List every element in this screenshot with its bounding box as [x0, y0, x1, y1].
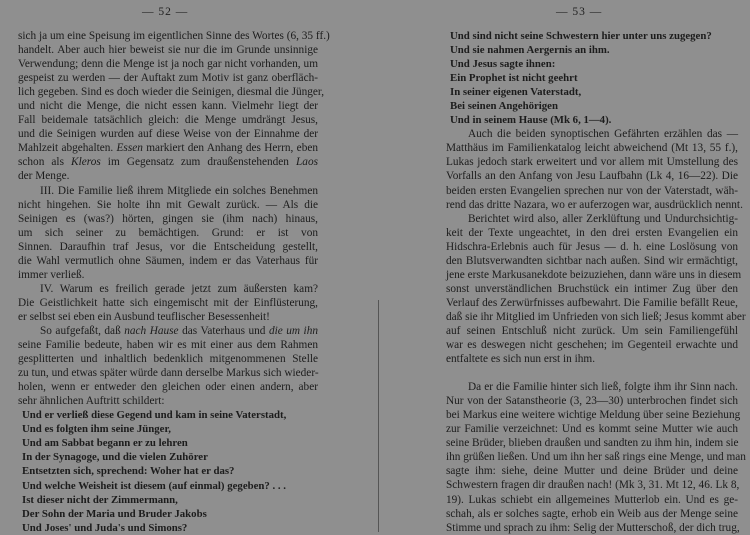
text-line: Verwendung; denn die Menge ist ja noch gar nicht vorhanden, um: [18, 58, 318, 71]
text-line: beiden ersten Evangelien sprechen nur von der Vaterstadt, wäh-: [446, 184, 738, 197]
text-line: entfaltete es sich nun erst in ihm.: [446, 353, 596, 366]
verse-line: Ein Prophet ist nicht geehrt: [450, 72, 578, 85]
text-line: rend das dritte Nazara, wo er auferzogen war, ausdrücklich nennt.: [446, 198, 743, 211]
text-line: So aufgefaßt, daß nach Hause das Vaterhaus und die um ihn: [40, 324, 318, 337]
text-line: Fall beidemale tatsächlich gleich: die Menge umdrängt Jesus,: [18, 114, 318, 127]
text-line: Matthäus im Familienkatalog leicht abweichend (Mt 13, 55 f.),: [446, 142, 738, 155]
verse-line: In der Synagoge, und die vielen Zuhörer: [22, 451, 208, 464]
text-line: ihn grüßen ließen. Und um ihn her saß rings eine Menge, und man: [446, 451, 746, 464]
text-line: seine Familie bedeute, haben wir es mit einer aus dem Rahmen: [18, 339, 318, 352]
verse-line: Und sie nahmen Aergernis an ihm.: [450, 44, 610, 57]
text-line: keit der Texte ungeachtet, in den drei ersten Evangelien ein: [446, 226, 738, 239]
text-line: Stimme und sprach zu ihm: Selig der Mutterschoß, der dich trug,: [446, 521, 740, 534]
verse-line: Und Joses' und Juda's und Simons?: [22, 521, 188, 534]
text-line: war es deswegen nicht geschehen; im Gegenteil erwachte und: [446, 339, 738, 352]
text-line: Sinnen. Daraufhin traf Jesus, vor die Entscheidung gestellt,: [18, 240, 318, 253]
text-line: bei Markus eine weitere wichtige Meldung über seine Beziehung: [446, 409, 741, 422]
verse-line: Und sind nicht seine Schwestern hier unter uns zugegen?: [450, 30, 712, 42]
page-number: — 52 —: [142, 6, 189, 18]
verse-line: Der Sohn der Maria und Bruder Jakobs: [22, 507, 207, 520]
paragraph-gap: [446, 366, 738, 380]
text-line: und die Seinigen wurden auf diese Weise von der Einnahme der: [18, 128, 318, 141]
text-line: Hidschra-Erlebnis auch für Jesus — d. h. eine Loslösung von: [446, 240, 738, 253]
section-heading-iv: IV. Warum es freilich gerade jetzt zum äußersten kam?: [40, 282, 318, 295]
text-line: Nur von der Satanstheorie (3, 23—30) unterbrochen findet sich: [446, 395, 738, 408]
text-line: er selbst sei eben ein Ausbund teuflischer Besessenheit!: [18, 310, 270, 323]
page-number: — 53 —: [556, 6, 603, 18]
text-line: schah, als er solches sagte, erhob ein Weib aus der Menge seine: [446, 507, 738, 520]
text-line: holen, wenn er entweder den gleichen oder einen andern, aber: [18, 381, 318, 394]
text-line: sehr ähnlichen Auftritt schildert:: [18, 395, 165, 408]
text-line: sagte ihm: siehe, deine Mutter und deine Brüder und deine: [446, 465, 738, 478]
text-line: Die Geistlichkeit hatte sich eingemischt mit der Einflüsterung,: [18, 296, 318, 309]
text-line: jene erste Markusanekdote beizuziehen, dann wäre uns in diesem: [446, 268, 742, 281]
verse-line: Und es folgten ihm seine Jünger,: [22, 423, 171, 436]
text-line: zur Familie verzeichnet: Und es kommt seine Mutter wie auch: [446, 423, 738, 436]
text-line: nicht hingehen. Sie holte ihn mit Gewalt zurück. — Als die: [18, 198, 318, 211]
verse-line: In seiner eigenen Vaterstadt,: [450, 86, 582, 99]
text-line: daß sie ihr Mitglied im Unfrieden von sich ließ; Jesus kommt aber: [446, 310, 746, 323]
text-line: sonst unverständlichen Bruchstück ein intimer Zug über den: [446, 282, 738, 295]
text-line: Berichtet wird also, aller Zerklüftung und Undurchsichtig-: [468, 212, 738, 225]
verse-line: Entsetzten sich, sprechend: Woher hat er das?: [22, 465, 235, 478]
verse-line: Und er verließ diese Gegend und kam in seine Vaterstadt,: [22, 409, 287, 422]
text-line: Vorfalls an den Anfang von Jesu Laufbahn (Lk 4, 16—22). Die: [446, 170, 738, 183]
text-line: gespeist zu werden — der Auftakt zum Motiv ist ganz oberfläch-: [18, 72, 318, 85]
section-heading-iii: III. Die Familie ließ ihrem Mitgliede ein solches Benehmen: [40, 184, 318, 197]
text-line: Schwestern fragen dir draußen nach! (Mk 3, 31. Mt 12, 46. Lk 8,: [446, 479, 740, 492]
verse-line: Und in seinem Hause (Mk 6, 1—4).: [450, 114, 612, 127]
text-line: Da er die Familie hinter sich ließ, folgte ihm ihr Sinn nach.: [468, 381, 738, 394]
text-line: 19). Lukas schiebt ein allgemeines Mutterlob ein. Und es ge-: [446, 493, 738, 506]
verse-line: Und Jesus sagte ihnen:: [450, 58, 556, 71]
text-line: Mahlzeit abgehalten. Essen markiert den Anhang des Herrn, eben: [18, 142, 319, 155]
text-line: Verlauf des Zerwürfnisses aufbewahrt. Die Familie befällt Reue,: [446, 296, 738, 309]
text-line: gesplitterten und inhaltlich bedenklich mitgenommenen Stelle: [18, 353, 318, 366]
verse-line: Bei seinen Angehörigen: [450, 100, 558, 113]
text-line: sich ja um eine Speisung im eigentlichen Sinne des Wortes (6, 35 ff.): [18, 30, 330, 42]
text-line: seine Brüder, blieben draußen und sandten zu ihm hin, indem sie: [446, 437, 739, 450]
text-line: immer verließ.: [18, 268, 85, 281]
right-page-53: [378, 0, 750, 532]
text-line: Seinigen es (was?) hörten, gingen sie (ihm nach) hinaus,: [18, 212, 318, 225]
text-line: handelt. Aber auch hier beweist sie nur die im Grunde unsinnige: [18, 44, 318, 57]
verse-line: Ist dieser nicht der Zimmermann,: [22, 493, 178, 506]
text-line: um sich seiner zu bemächtigen. Grund: er ist von: [18, 226, 318, 239]
text-line: zu tun, und etwas später würde dann derselbe Markus sich wieder-: [18, 367, 319, 380]
text-line: Auch die beiden synoptischen Gefährten erzählen das —: [468, 128, 738, 141]
right-page-body: [446, 29, 746, 535]
left-page-body: [18, 29, 330, 535]
text-line: und nicht die Menge, die nicht essen kann. Vielmehr liegt der: [18, 100, 318, 113]
text-line: schon als Kleros im Gegensatz zum draußenstehenden Laos: [18, 156, 318, 169]
text-line: den Blutsverwandten sichtbar nach außen. Sind wir ermächtigt,: [446, 254, 738, 267]
text-line: die Wahl vermutlich ohne Säumen, indem er das Vaterhaus für: [18, 254, 318, 267]
text-line: Lukas jedoch stark erweitert und vor allem mit Umstellung des: [446, 156, 738, 169]
text-line: auf seinen Entschluß nicht zurück. Um sein Familiengefühl: [446, 324, 738, 337]
verse-line: Und welche Weisheit ist diesem (auf einmal) gegeben? . . .: [22, 479, 287, 492]
text-line: der Menge.: [18, 170, 70, 183]
text-line: lich gegeben. Sind es doch wieder die Seinigen, diesmal die Jünger,: [18, 86, 325, 99]
verse-line: Und am Sabbat begann er zu lehren: [22, 437, 188, 450]
